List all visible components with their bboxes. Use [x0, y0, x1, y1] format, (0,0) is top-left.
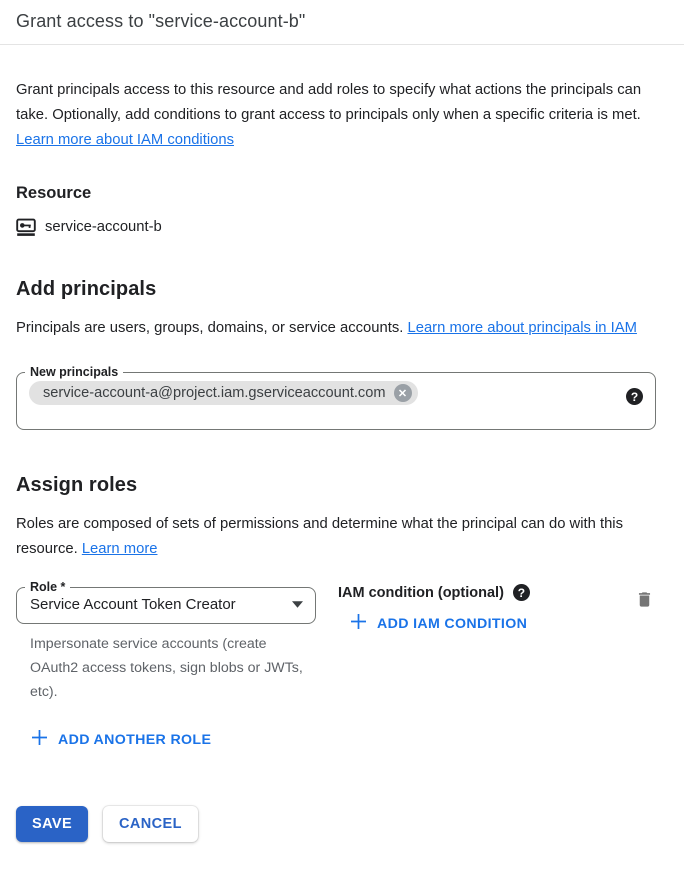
principal-chip[interactable]	[29, 381, 418, 405]
principals-learn-more-link[interactable]: Learn more about principals in IAM	[407, 320, 637, 336]
iam-condition-help-icon[interactable]: ?	[513, 584, 530, 601]
dialog-actions	[16, 806, 668, 859]
resource-row	[16, 217, 668, 237]
dialog-header	[0, 0, 684, 44]
add-principals-heading: Add principals	[16, 278, 157, 300]
service-account-icon	[16, 217, 36, 237]
new-principals-input[interactable]	[17, 379, 655, 429]
role-selected-value: Service Account Token Creator	[30, 595, 236, 613]
roles-description-text: Roles are composed of sets of permissions and determine what the principal can do with this resource.	[16, 516, 623, 557]
plus-icon	[351, 614, 366, 633]
roles-learn-more-link[interactable]: Learn more	[81, 541, 158, 557]
role-column	[16, 580, 316, 704]
add-principals-description	[16, 316, 661, 341]
role-label: Role *	[30, 580, 66, 594]
iam-condition-column	[338, 580, 530, 634]
resource-heading: Resource	[16, 184, 92, 202]
chevron-down-icon	[292, 595, 303, 613]
chip-remove-icon[interactable]: ✕	[394, 384, 412, 402]
header-divider	[0, 44, 684, 45]
add-another-role-button[interactable]	[32, 730, 211, 749]
iam-condition-label-row	[338, 584, 530, 601]
role-row	[16, 580, 668, 704]
role-field	[16, 580, 316, 624]
assign-roles-heading: Assign roles	[16, 474, 138, 496]
intro-paragraph	[16, 78, 661, 153]
new-principals-label: New principals	[30, 365, 119, 379]
iam-conditions-link[interactable]: Learn more about IAM conditions	[16, 132, 234, 148]
add-iam-condition-button[interactable]	[351, 614, 527, 633]
add-another-role-label: ADD ANOTHER ROLE	[58, 731, 212, 748]
plus-icon	[32, 730, 47, 749]
save-button[interactable]: SAVE	[16, 806, 88, 842]
add-iam-condition-label: ADD IAM CONDITION	[377, 615, 528, 632]
dialog-title: Grant access to "service-account-b"	[16, 11, 306, 31]
cancel-button[interactable]: CANCEL	[103, 806, 198, 842]
iam-condition-label: IAM condition (optional)	[338, 584, 504, 601]
principal-chip-value: service-account-a@project.iam.gserviceaccount.com	[43, 385, 386, 401]
role-select[interactable]	[17, 594, 315, 623]
intro-text: Grant principals access to this resource and add roles to specify what actions the principals can take. Optionally, add conditions to grant access to principals only when a specific criteria is met.	[16, 82, 642, 123]
resource-name: service-account-b	[45, 219, 162, 235]
role-help-text: Impersonate service accounts (create OAuth2 access tokens, sign blobs or JWTs, etc).	[30, 636, 303, 700]
principals-help-icon[interactable]: ?	[626, 388, 643, 405]
new-principals-field	[16, 365, 656, 430]
delete-role-button[interactable]	[633, 587, 656, 615]
trash-icon	[635, 598, 654, 613]
assign-roles-description	[16, 512, 661, 562]
principals-description-text: Principals are users, groups, domains, or service accounts.	[16, 320, 404, 336]
